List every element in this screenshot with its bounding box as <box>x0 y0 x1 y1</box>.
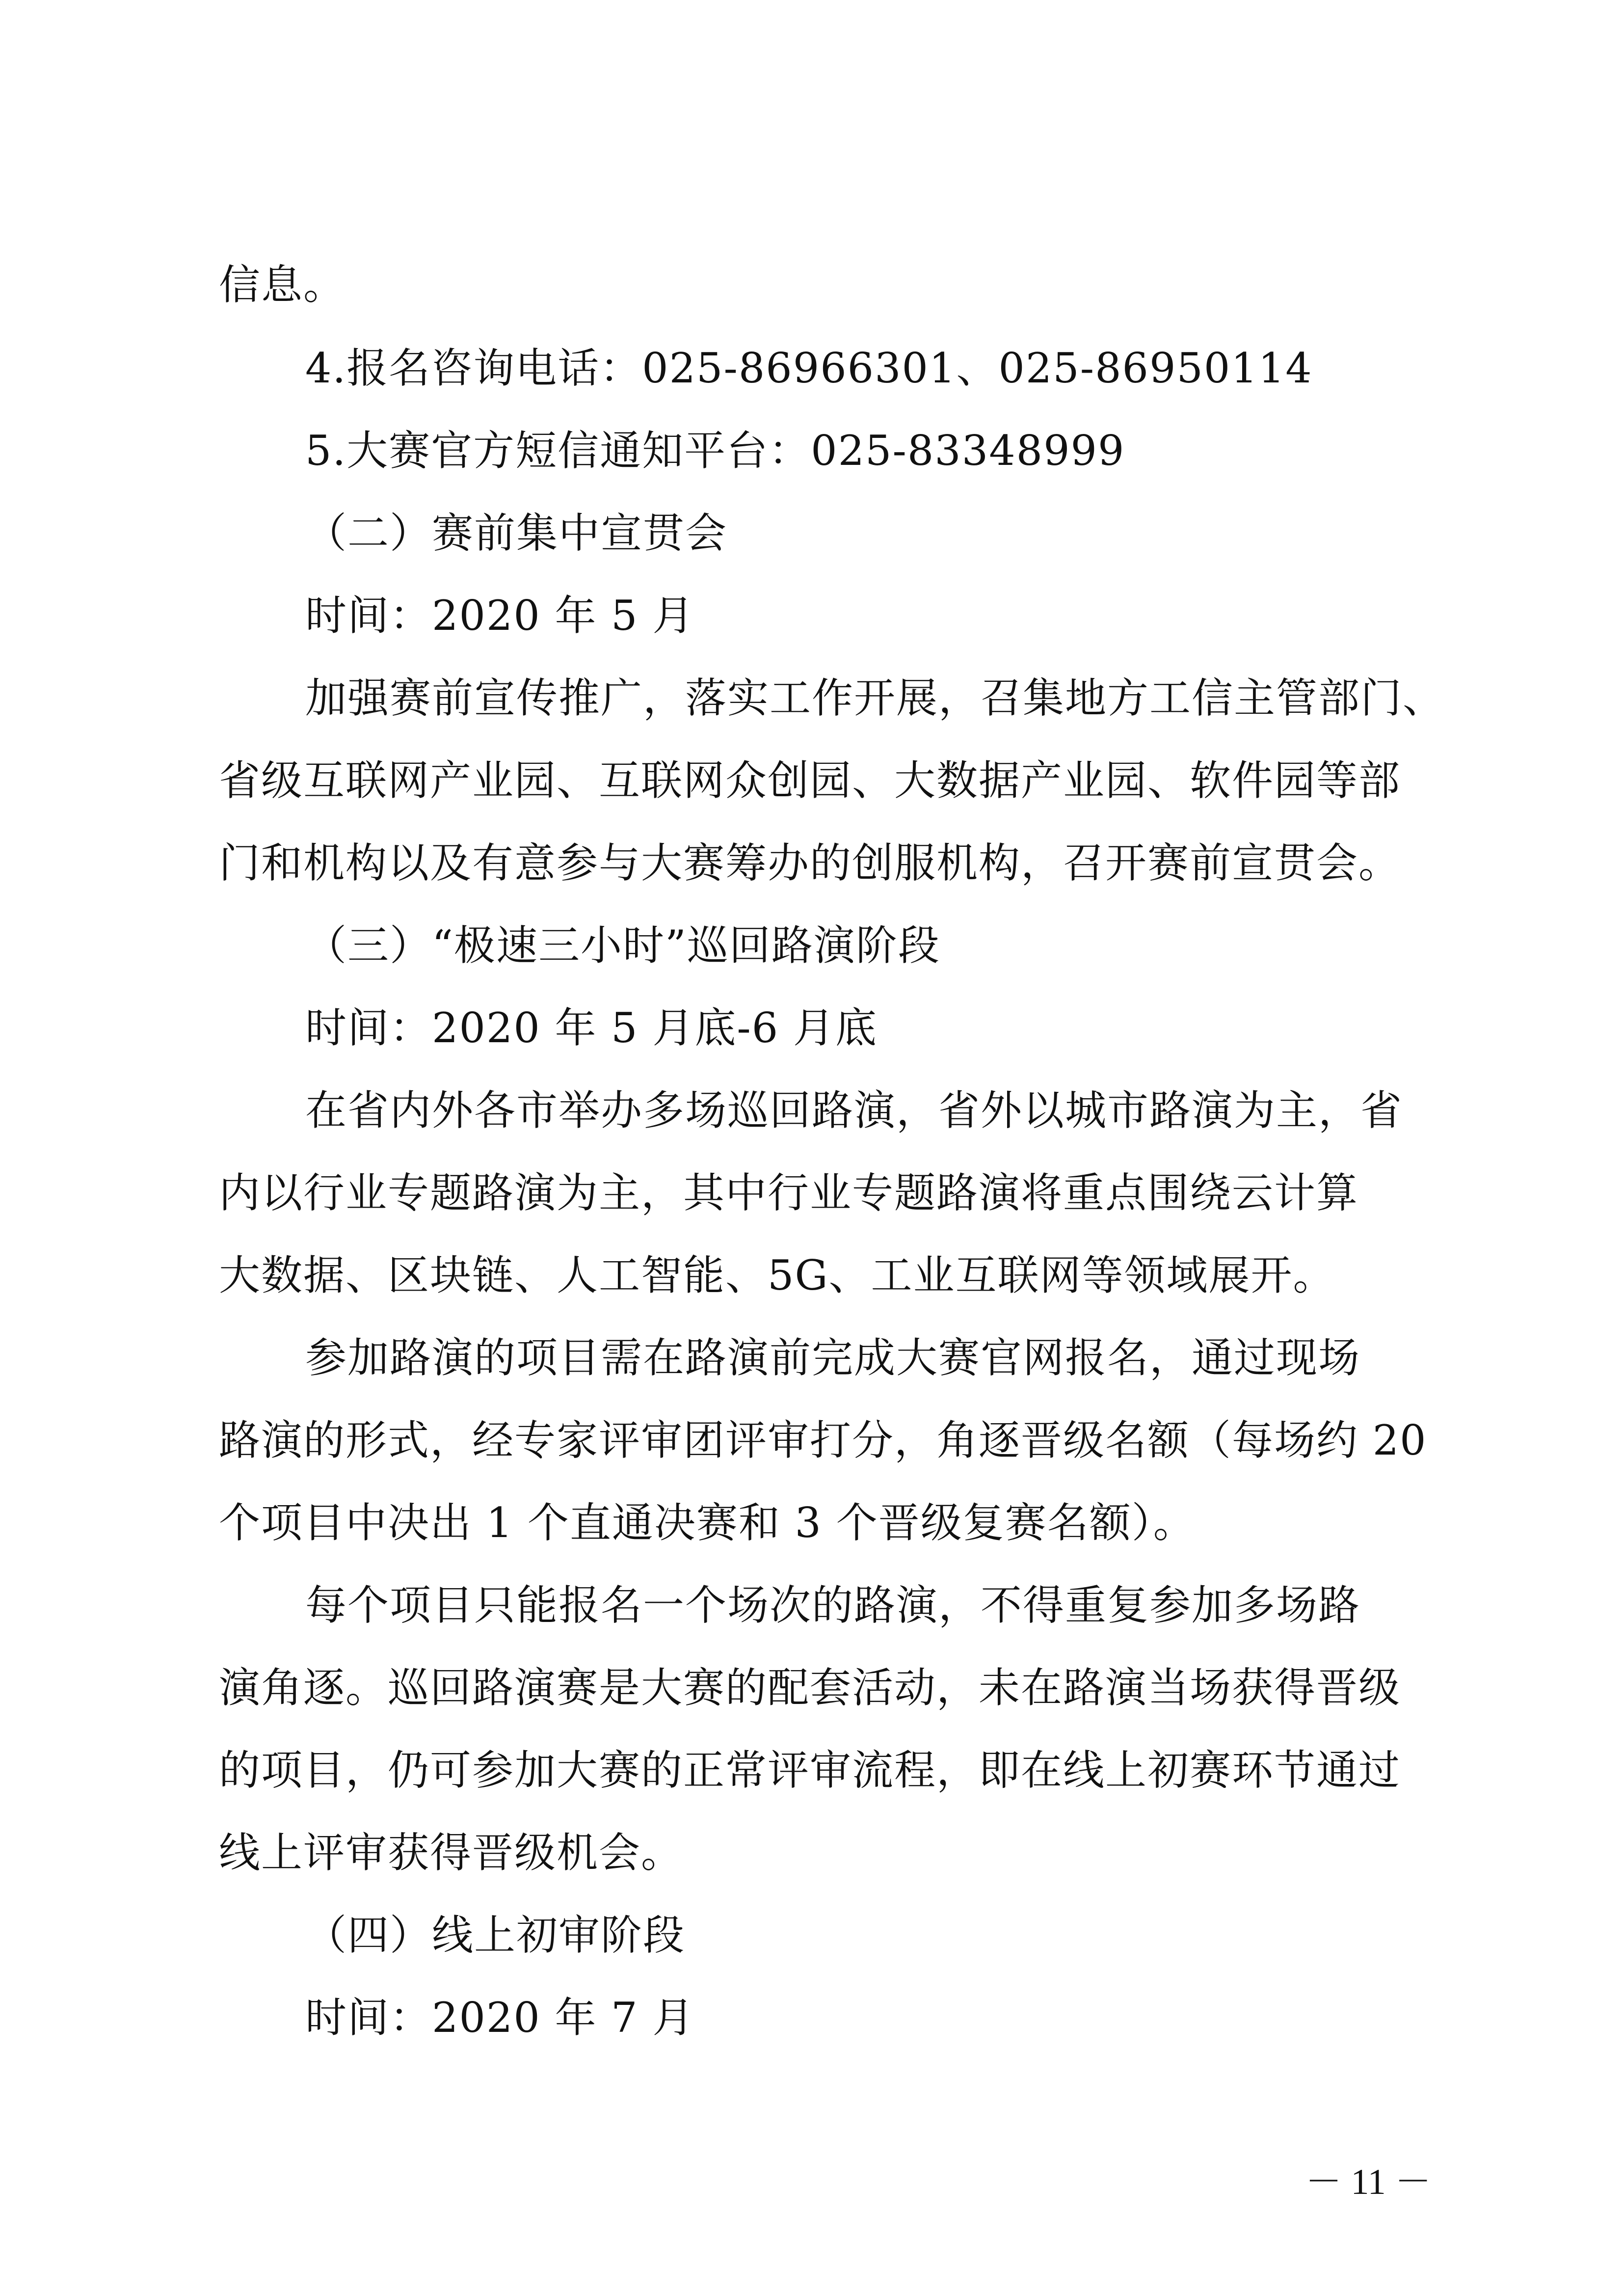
section-heading-3: （三）“极速三小时”巡回路演阶段 <box>305 921 940 970</box>
text-line-13: 大数据、区块链、人工智能、5G、工业互联网等领域展开。 <box>219 1251 1335 1299</box>
page-number: － 11 － <box>1305 2162 1432 2202</box>
text-line-16: 个项目中决出 1 个直通决赛和 3 个晋级复赛名额）。 <box>219 1499 1196 1547</box>
text-line-2: 4.报名咨询电话：025-86966301、025-86950114 <box>305 344 1313 392</box>
section-heading-4: （四）线上初审阶段 <box>305 1911 686 1959</box>
text-line-15: 路演的形式，经专家评审团评审打分，角逐晋级名额（每场约 20 <box>219 1416 1427 1464</box>
text-line-12: 内以行业专题路演为主，其中行业专题路演将重点围绕云计算 <box>219 1169 1359 1217</box>
text-line-17: 每个项目只能报名一个场次的路演，不得重复参加多场路 <box>305 1581 1361 1629</box>
text-line-8: 门和机构以及有意参与大赛筹办的创服机构，召开赛前宣贯会。 <box>219 839 1401 887</box>
section-heading-2: （二）赛前集中宣贯会 <box>305 509 728 557</box>
text-line-18: 演角逐。巡回路演赛是大赛的配套活动，未在路演当场获得晋级 <box>219 1664 1401 1712</box>
text-line-6: 加强赛前宣传推广，落实工作开展，召集地方工信主管部门、 <box>305 674 1445 722</box>
text-line-11: 在省内外各市举办多场巡回路演，省外以城市路演为主，省 <box>305 1086 1403 1134</box>
text-line-22: 时间：2020 年 7 月 <box>305 1994 695 2042</box>
text-line-20: 线上评审获得晋级机会。 <box>219 1829 684 1877</box>
text-line-3: 5.大赛官方短信通知平台：025-83348999 <box>305 427 1125 475</box>
text-line-19: 的项目，仍可参加大赛的正常评审流程，即在线上初赛环节通过 <box>219 1746 1401 1794</box>
text-line-14: 参加路演的项目需在路演前完成大赛官网报名，通过现场 <box>305 1334 1361 1382</box>
text-line-10: 时间：2020 年 5 月底-6 月底 <box>305 1004 878 1052</box>
text-line-1: 信息。 <box>219 261 346 309</box>
text-line-7: 省级互联网产业园、互联网众创园、大数据产业园、软件园等部 <box>219 756 1401 805</box>
text-line-5: 时间：2020 年 5 月 <box>305 592 695 640</box>
